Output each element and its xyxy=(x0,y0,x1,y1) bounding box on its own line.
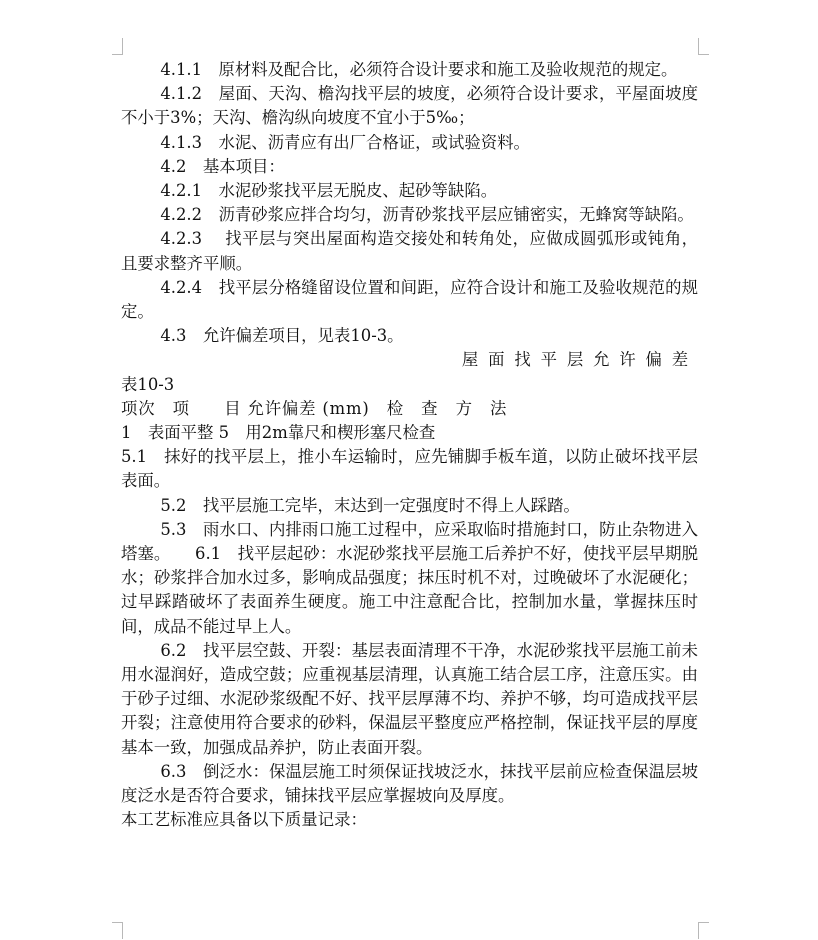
paragraph-4-1-1: 4.1.1 原材料及配合比，必须符合设计要求和施工及验收规范的规定。 xyxy=(160,60,678,79)
paragraph-4-2-4: 4.2.4 找平层分格缝留设位置和间距，应符合设计和施工及验收规范的规定。 xyxy=(121,277,698,322)
paragraph-5-3-6-1: 5.3 雨水口、内排雨口施工过程中，应采取临时措施封口，防止杂物进入塔塞。 6.1 找平层起砂：水泥砂浆找平层施工后养护不好，使找平层早期脱水；砂浆拌合加水过多，影响成品强度；抹压时机不对，过晚破坏了水泥硬化；过早踩踏破坏了表面养生硬度。施工中注意配合比，控制加水量，掌握抹压时间，成品不能过早上人。 xyxy=(121,519,698,636)
table-header-row: 项次 项 目 允许偏差 (mm) 检 查 方 法 xyxy=(121,398,508,418)
table-data-row: 1 表面平整 5 用2m靠尺和楔形塞尺检查 xyxy=(121,423,436,443)
crop-mark-bottom-right xyxy=(698,922,709,939)
quality-records-heading: 本工艺标准应具备以下质量记录： xyxy=(121,810,367,830)
paragraph-6-2: 6.2 找平层空鼓、开裂：基层表面清理不干净，水泥砂浆找平层施工前未用水湿润好，造成空鼓；应重视基层清理，认真施工结合层工序，注意压实。由于砂子过细、水泥砂浆级配不好、找平层厚薄不均、养护不够，均可造成找平层开裂；注意使用符合要求的砂料，保温层平整度应严格控制，保证找平层的厚度基本一致，加强成品养护，防止表面开裂。 xyxy=(121,640,698,757)
paragraph-4-1-3: 4.1.3 水泥、沥青应有出厂合格证，或试验资料。 xyxy=(160,132,530,152)
table-number: 表10-3 xyxy=(121,374,175,394)
document-body xyxy=(121,58,698,833)
table-caption: 屋面找平层允许偏差 xyxy=(461,350,698,370)
crop-mark-top-right xyxy=(698,38,709,55)
paragraph-6-3: 6.3 倒泛水：保温层施工时须保证找坡泛水，抹找平层前应检查保温层坡度泛水是否符合要求，铺抹找平层应掌握坡向及厚度。 xyxy=(121,761,698,806)
crop-mark-bottom-left xyxy=(112,922,123,939)
paragraph-4-2: 4.2 基本项目： xyxy=(160,156,285,176)
paragraph-5-1: 5.1 抹好的找平层上，推小车运输时，应先铺脚手板车道，以防止破坏找平层表面。 xyxy=(121,447,698,491)
paragraph-4-2-3: 4.2.3 找平层与突出屋面构造交接处和转角处，应做成圆弧形或钝角，且要求整齐平顺。 xyxy=(121,229,698,273)
paragraph-4-2-2: 4.2.2 沥青砂浆应拌合均匀，沥青砂浆找平层应铺密实，无蜂窝等缺陷。 xyxy=(160,205,694,225)
paragraph-4-1-2: 4.1.2 屋面、天沟、檐沟找平层的坡度，必须符合设计要求，平屋面坡度不小于3%；天沟、檐沟纵向坡度不宜小于5‰； xyxy=(121,84,698,128)
paragraph-5-2: 5.2 找平层施工完毕，末达到一定强度时不得上人踩踏。 xyxy=(160,495,580,515)
paragraph-4-2-1: 4.2.1 水泥砂浆找平层无脱皮、起砂等缺陷。 xyxy=(160,181,498,201)
crop-mark-top-left xyxy=(112,38,123,55)
paragraph-4-3: 4.3 允许偏差项目，见表10-3。 xyxy=(160,326,404,346)
